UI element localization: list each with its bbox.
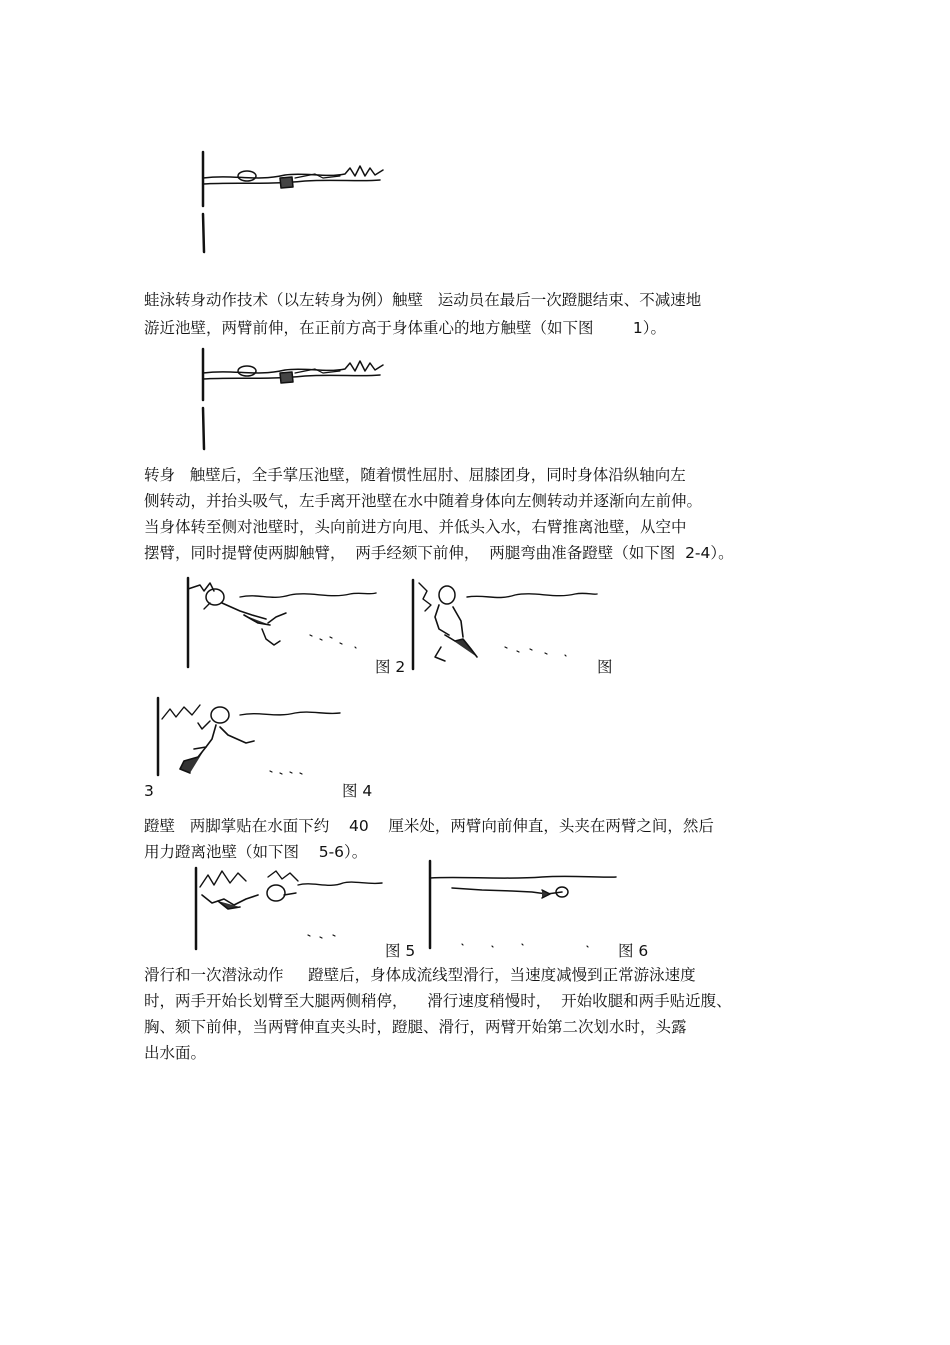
touch-paragraph-line: 游近池壁，两臂前伸，在正前方高于身体重心的地方触壁（如下图 1）。 xyxy=(144,319,667,337)
glide-paragraph-line: 胸、颏下前伸，当两臂伸直夹头时，蹬腿、滑行，两臂开始第二次划水时，头露 xyxy=(144,1018,687,1036)
figure-3-turn-illustration xyxy=(405,577,605,677)
turn-paragraph-line: 当身体转至侧对池壁时，头向前进方向甩、并低头入水，右臂推离池壁，从空中 xyxy=(144,518,687,536)
turn-paragraph-line: 转身 触壁后，全手掌压池壁，随着惯性屈肘、屈膝团身，同时身体沿纵轴向左 xyxy=(144,466,686,484)
turn-paragraph-line: 摆臂，同时提臂使两脚触臂， 两手经颏下前伸， 两腿弯曲准备蹬壁（如下图 2-4）。 xyxy=(144,544,734,562)
glide-paragraph-line: 出水面。 xyxy=(144,1044,207,1062)
figure-6-caption: 图 6 xyxy=(618,942,649,960)
glide-paragraph-line: 滑行和一次潜泳动作 蹬壁后，身体成流线型滑行，当速度减慢到正常游泳速度 xyxy=(144,966,696,984)
figure-4-caption: 图 4 xyxy=(342,782,373,800)
touch-paragraph-line: 蛙泳转身动作技术（以左转身为例）触壁 运动员在最后一次蹬腿结束、不减速地 xyxy=(144,291,702,309)
figure-5-push-off-illustration xyxy=(188,865,388,955)
figure-6-glide-illustration xyxy=(422,858,622,958)
push-paragraph-line: 蹬壁 两脚掌贴在水面下约 40 厘米处，两臂向前伸直，头夹在两臂之间，然后 xyxy=(144,817,714,835)
figure-1-swimmer-illustration xyxy=(195,345,395,455)
figure-3-caption-prefix: 图 xyxy=(597,658,613,676)
figure-4-turn-illustration xyxy=(150,695,350,785)
figure-5-caption: 图 5 xyxy=(385,942,416,960)
figure-3-caption-number: 3 xyxy=(144,782,154,800)
figure-2-turn-illustration xyxy=(180,575,380,675)
figure-0-swimmer-illustration xyxy=(195,148,395,258)
push-paragraph-line: 用力蹬离池壁（如下图 5-6）。 xyxy=(144,843,368,861)
glide-paragraph-line: 时，两手开始长划臂至大腿两侧稍停， 滑行速度稍慢时， 开始收腿和两手贴近腹、 xyxy=(144,992,732,1010)
figure-2-caption: 图 2 xyxy=(375,658,406,676)
turn-paragraph-line: 侧转动，并抬头吸气，左手离开池壁在水中随着身体向左侧转动并逐渐向左前伸。 xyxy=(144,492,703,510)
